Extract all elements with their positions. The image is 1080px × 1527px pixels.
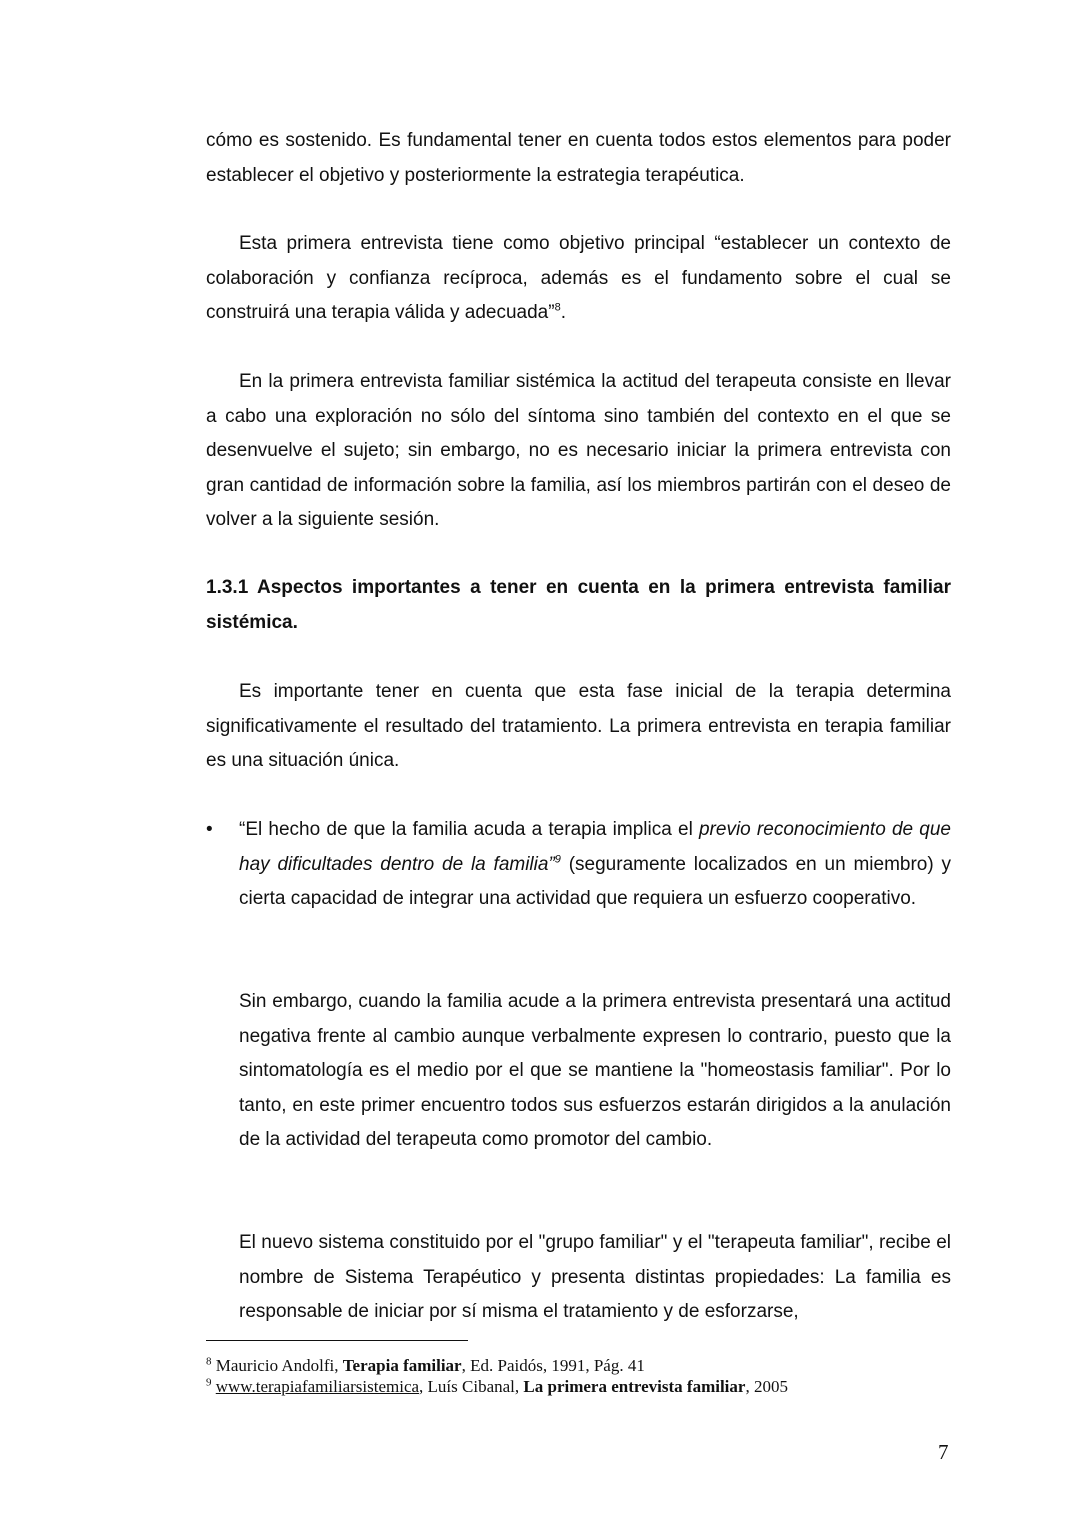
footnote-9-title: La primera entrevista familiar [523,1377,746,1396]
footnote-ref-8[interactable]: 8 [554,301,561,314]
footnote-ref-9-num: 9 [554,853,561,866]
footnote-9-link[interactable]: www.terapiafamiliarsistemica [215,1377,420,1396]
section-heading: 1.3.1 Aspectos importantes a tener en cuenta en la primera entrevista familiar sistémica. [206,577,951,633]
footnote-9 [206,1377,966,1397]
footnote-8-details: , Ed. Paidós, 1991, Pág. 41 [461,1356,645,1375]
footnote-8-title: Terapia familiar [342,1356,462,1375]
paragraph-therapeutic-system: El nuevo sistema constituido por el "grupo familiar" y el "terapeuta familiar", recibe el nombre de Sistema Terapéutico y presenta distintas propiedades: La familia es responsable de iniciar por sí misma el tratamiento y de esforzarse, [239,1232,951,1322]
footnote-8-author: Mauricio Andolfi, [211,1356,343,1375]
paragraph-objective [206,227,951,331]
paragraph-initial-phase: Es importante tener en cuenta que esta fase inicial de la terapia determina significativamente el resultado del tratamiento. La primera entrevista en terapia familiar es una situación única. [206,681,951,771]
bullet-item [206,813,951,917]
paragraph-continuation: cómo es sostenido. Es fundamental tener en cuenta todos estos elementos para poder establecer el objetivo y posteriormente la estrategia terapéutica. [206,130,951,186]
bullet-text-end: (seguramente localizados en un miembro) y cierta capacidad de integrar una actividad que requiera un esfuerzo cooperativo. [239,853,951,909]
footnote-8-number: 8 [206,1355,212,1368]
bullet-icon: • [206,819,213,840]
bullet-text-italic: previo reconocimiento de que hay dificultades dentro de la familia” [239,819,951,875]
paragraph-therapist-attitude: En la primera entrevista familiar sistémica la actitud del terapeuta consiste en llevar a cabo una exploración no sólo del síntoma sino también del contexto en el que se desenvuelve el sujeto; sin embargo, no es necesario iniciar la primera entrevista con gran cantidad de información sobre la familia, así los miembros partirán con el deseo de volver a la siguiente sesión. [206,371,951,530]
footnote-8 [206,1356,966,1376]
paragraph-objective-text: Esta primera entrevista tiene como objetivo principal “establecer un contexto de colaboración y confianza recíproca, además es el fundamento sobre el cual se construirá una terapia válida y adecuada” [206,233,951,323]
bullet-text-start: “El hecho de que la familia acuda a terapia implica el [239,819,699,840]
period: . [560,302,566,323]
page-number: 7 [938,1440,949,1464]
footnote-divider [206,1340,468,1341]
footnote-9-author: , Luís Cibanal, [419,1377,524,1396]
paragraph-negative-attitude: Sin embargo, cuando la familia acude a la primera entrevista presentará una actitud negativa frente al cambio aunque verbalmente expresen lo contrario, puesto que la sintomatología es el medio por el que se mantiene la "homeostasis familiar". Por lo tanto, en este primer encuentro todos sus esfuerzos estarán dirigidos a la anulación de la actividad del terapeuta como promotor del cambio. [239,991,951,1150]
footnote-9-number: 9 [206,1376,212,1389]
footnote-9-details: , 2005 [745,1377,788,1396]
bullet-text [239,813,951,917]
